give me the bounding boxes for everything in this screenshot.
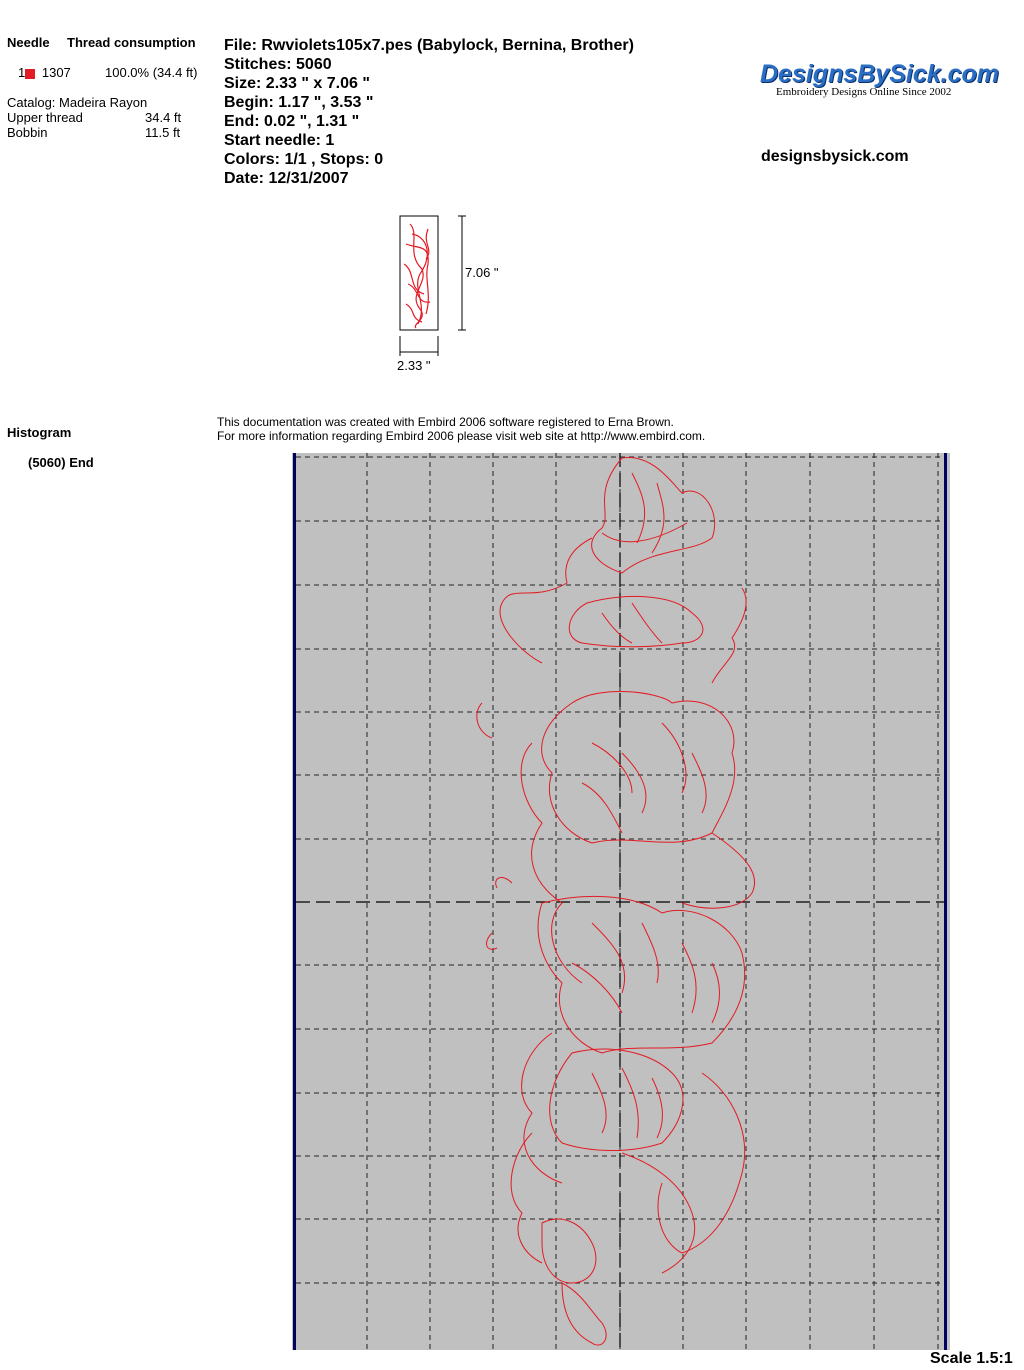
thread-consumption: 100.0% (34.4 ft) [105, 65, 198, 80]
thread-code: 1307 [41, 65, 71, 80]
thread-color-swatch [25, 69, 35, 79]
design-info [224, 36, 634, 188]
colors-stops: Colors: 1/1 , Stops: 0 [224, 151, 384, 168]
file-name: File: Rwviolets105x7.pes (Babylock, Bernina, Brother) [224, 37, 634, 54]
site-url: designsbysick.com [761, 148, 909, 165]
upper-thread-label: Upper thread [7, 110, 83, 125]
scale-label: Scale 1.5:1 [930, 1350, 1013, 1367]
design-canvas [292, 453, 950, 1350]
thumb-height-label: 7.06 " [465, 265, 499, 280]
start-needle: Start needle: 1 [224, 132, 335, 149]
logo-title: DesignsBySick.com [760, 60, 999, 88]
consumption-header: Thread consumption [67, 35, 196, 50]
stitch-count: Stitches: 5060 [224, 56, 332, 73]
brand-logo [760, 60, 1000, 98]
notice-line-2: For more information regarding Embird 2006 please visit web site at http://www.embird.com. [217, 429, 706, 443]
date: Date: 12/31/2007 [224, 170, 349, 187]
logo-subtitle: Embroidery Designs Online Since 2002 [776, 86, 952, 98]
upper-thread-value: 34.4 ft [145, 110, 182, 125]
histogram-entry: (5060) End [28, 455, 94, 470]
design-thumbnail [398, 214, 518, 374]
needle-number: 1 [18, 65, 26, 80]
bobbin-value: 11.5 ft [145, 125, 181, 140]
notice-line-1: This documentation was created with Embird 2006 software registered to Erna Brown. [217, 415, 674, 429]
design-size: Size: 2.33 " x 7.06 " [224, 75, 370, 92]
catalog-label: Catalog: Madeira Rayon [7, 95, 148, 110]
thumb-width-label: 2.33 " [397, 358, 431, 373]
software-notice [217, 415, 705, 443]
thread-row [18, 65, 71, 80]
needle-header: Needle [7, 35, 50, 50]
histogram-title: Histogram [7, 425, 72, 440]
design-canvas-svg [292, 453, 950, 1350]
end-position: End: 0.02 ", 1.31 " [224, 113, 360, 130]
begin-position: Begin: 1.17 ", 3.53 " [224, 94, 374, 111]
thumbnail-svg [398, 214, 518, 374]
bobbin-label: Bobbin [7, 125, 48, 140]
